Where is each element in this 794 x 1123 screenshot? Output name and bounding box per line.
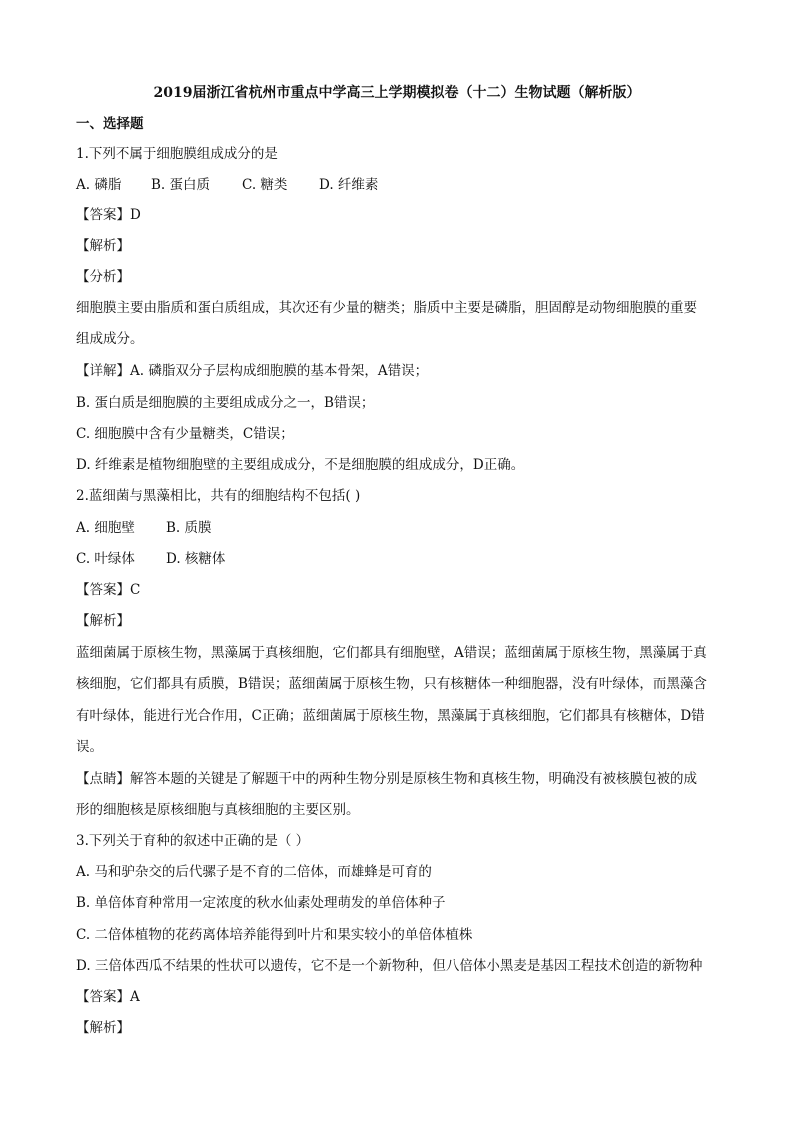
q3-stem: 3.下列关于育种的叙述中正确的是（ ） <box>76 833 310 849</box>
q1-detail-b: B. 蛋白质是细胞膜的主要组成成分之一，B错误； <box>76 395 375 411</box>
q2-analysis-line: 核细胞，它们都具有质膜，B错误；蓝细菌属于原核生物，只有核糖体一种细胞器，没有叶绿体，而黑藻含 <box>76 676 707 692</box>
q3-option-d: D. 三倍体西瓜不结果的性状可以遗传，它不是一个新物种，但八倍体小黑麦是基因工程技术创造的新物种 <box>76 958 703 974</box>
q1-detail-a: 【详解】A. 磷脂双分子层构成细胞膜的基本骨架，A错误； <box>76 363 429 379</box>
q2-options-row <box>76 549 730 569</box>
q1-fenxi-line: 细胞膜主要由脂质和蛋白质组成，其次还有少量的糖类；脂质中主要是磷脂，胆固醇是动物细胞膜的重要 <box>76 300 697 316</box>
q2-stem: 2.蓝细菌与黑藻相比，共有的细胞结构不包括( ) <box>76 488 361 504</box>
q3-analysis-label: 【解析】 <box>76 1020 130 1036</box>
section-heading: 一、选择题 <box>76 116 144 132</box>
q2-analysis-label: 【解析】 <box>76 613 130 629</box>
q2-answer: 【答案】C <box>76 582 141 598</box>
q1-option-c: C. 糖类 <box>242 177 288 193</box>
q2-analysis-line: 蓝细菌属于原核生物，黑藻属于真核细胞，它们都具有细胞壁，A错误；蓝细菌属于原核生物，黑藻属于真 <box>76 645 707 661</box>
q3-option-c: C. 二倍体植物的花药离体培养能得到叶片和果实较小的单倍体植株 <box>76 927 473 943</box>
q2-options-row <box>76 518 730 538</box>
q1-answer: 【答案】D <box>76 207 141 223</box>
q1-analysis-label: 【解析】 <box>76 238 130 254</box>
q2-option-c: C. 叶绿体 <box>76 551 135 567</box>
q2-option-b: B. 质膜 <box>166 520 212 536</box>
q1-option-b: B. 蛋白质 <box>151 177 211 193</box>
q1-option-d: D. 纤维素 <box>319 177 379 193</box>
q1-detail-c: C. 细胞膜中含有少量糖类，C错误； <box>76 426 294 442</box>
q1-stem: 1.下列不属于细胞膜组成成分的是 <box>76 146 278 162</box>
q2-comment-line: 形的细胞核是原核细胞与真核细胞的主要区别。 <box>76 802 360 818</box>
q2-analysis-line: 有叶绿体，能进行光合作用，C正确；蓝细菌属于原核生物，黑藻属于真核细胞，它们都具有核糖体，D错 <box>76 708 705 724</box>
q2-option-a: A. 细胞壁 <box>76 520 135 536</box>
q2-analysis-line: 误。 <box>76 739 103 755</box>
q2-comment-line: 【点睛】解答本题的关键是了解题干中的两种生物分别是原核生物和真核生物，明确没有被核膜包被的成 <box>76 771 697 787</box>
q1-detail-d: D. 纤维素是植物细胞壁的主要组成成分，不是细胞膜的组成成分，D正确。 <box>76 457 525 473</box>
document-title: 2019届浙江省杭州市重点中学高三上学期模拟卷（十二）生物试题（解析版） <box>153 85 641 101</box>
q3-option-a: A. 马和驴杂交的后代骡子是不育的二倍体，而雄蜂是可育的 <box>76 864 432 880</box>
q3-option-b: B. 单倍体育种常用一定浓度的秋水仙素处理萌发的单倍体种子 <box>76 895 446 911</box>
q2-option-d: D. 核糖体 <box>166 551 226 567</box>
q1-fenxi-line: 组成成分。 <box>76 331 144 347</box>
q1-options <box>76 175 730 195</box>
q3-answer: 【答案】A <box>76 989 140 1005</box>
q1-fenxi-label: 【分析】 <box>76 269 130 285</box>
q1-option-a: A. 磷脂 <box>76 177 122 193</box>
